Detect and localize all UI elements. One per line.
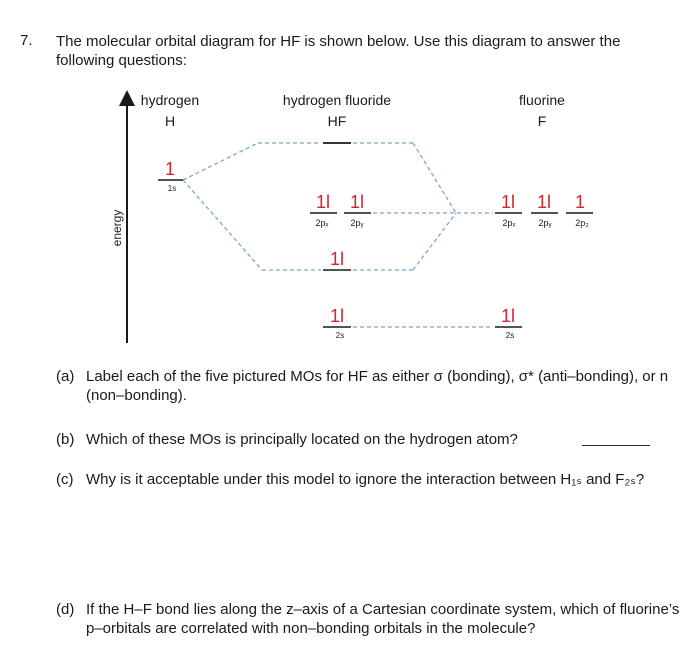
part-a-label: (a) bbox=[56, 368, 75, 385]
part-c-label: (c) bbox=[56, 471, 74, 488]
f-2pz-orbital bbox=[566, 192, 593, 228]
part-d-label: (d) bbox=[56, 601, 75, 618]
f-2s-orbital bbox=[495, 306, 522, 340]
hf-name: hydrogen fluoride bbox=[282, 92, 392, 108]
f-2px-orbital bbox=[495, 192, 522, 228]
energy-label: energy bbox=[110, 209, 124, 247]
hf-2s-orbital bbox=[323, 306, 351, 340]
f-2px-electrons: 1l bbox=[500, 192, 516, 212]
h-1s-orbital bbox=[158, 159, 183, 193]
hf-2py-electrons: 1l bbox=[349, 192, 365, 212]
part-d-text: If the H–F bond lies along the z–axis of a Cartesian coordinate system, which of fluorine’s p–orbitals are correlated with non–bonding orbitals in the molecule? bbox=[86, 601, 680, 637]
h-1s-label: 1s bbox=[167, 184, 177, 193]
hf-2px-electrons: 1l bbox=[315, 192, 331, 212]
part-a-text: Label each of the five pictured MOs for HF as either σ (bonding), σ* (anti–bonding), or n (non–bonding). bbox=[86, 368, 669, 404]
f-2s-label: 2s bbox=[505, 331, 515, 340]
part-b-label: (b) bbox=[56, 431, 75, 448]
question-number: 7. bbox=[20, 32, 33, 49]
fluorine-symbol: F bbox=[537, 113, 547, 129]
f-2s-electrons: 1l bbox=[500, 306, 516, 326]
correlation-lines bbox=[183, 143, 493, 327]
h-1s-electron: 1 bbox=[164, 159, 176, 179]
hf-bonding-electrons: 1l bbox=[329, 249, 345, 269]
hf-bonding-orbital bbox=[323, 249, 351, 270]
hydrogen-symbol: H bbox=[164, 113, 176, 129]
hydrogen-name: hydrogen bbox=[140, 92, 200, 108]
question-intro: The molecular orbital diagram for HF is shown below. Use this diagram to answer the following questions: bbox=[56, 33, 621, 69]
fluorine-name: fluorine bbox=[519, 92, 565, 108]
f-2py-label: 2pᵧ bbox=[538, 218, 552, 228]
f-2pz-label: 2p₂ bbox=[575, 218, 589, 228]
answer-blank[interactable] bbox=[582, 445, 650, 446]
f-2py-orbital bbox=[531, 192, 558, 228]
hf-2s-electrons: 1l bbox=[329, 306, 345, 326]
hf-symbol: HF bbox=[327, 113, 347, 129]
part-c-text: Why is it acceptable under this model to ignore the interaction between H₁ₛ and F₂ₛ? bbox=[86, 471, 645, 488]
hf-2py-orbital bbox=[344, 192, 371, 228]
f-2pz-electron: 1 bbox=[574, 192, 586, 212]
hf-2px-label: 2pₓ bbox=[315, 218, 329, 228]
part-b-text: Which of these MOs is principally located on the hydrogen atom? bbox=[86, 431, 518, 448]
hf-2py-label: 2pᵧ bbox=[350, 218, 364, 228]
hf-2px-orbital bbox=[310, 192, 337, 228]
f-2py-electrons: 1l bbox=[536, 192, 552, 212]
f-2px-label: 2pₓ bbox=[502, 218, 516, 228]
hf-2s-label: 2s bbox=[335, 331, 345, 340]
